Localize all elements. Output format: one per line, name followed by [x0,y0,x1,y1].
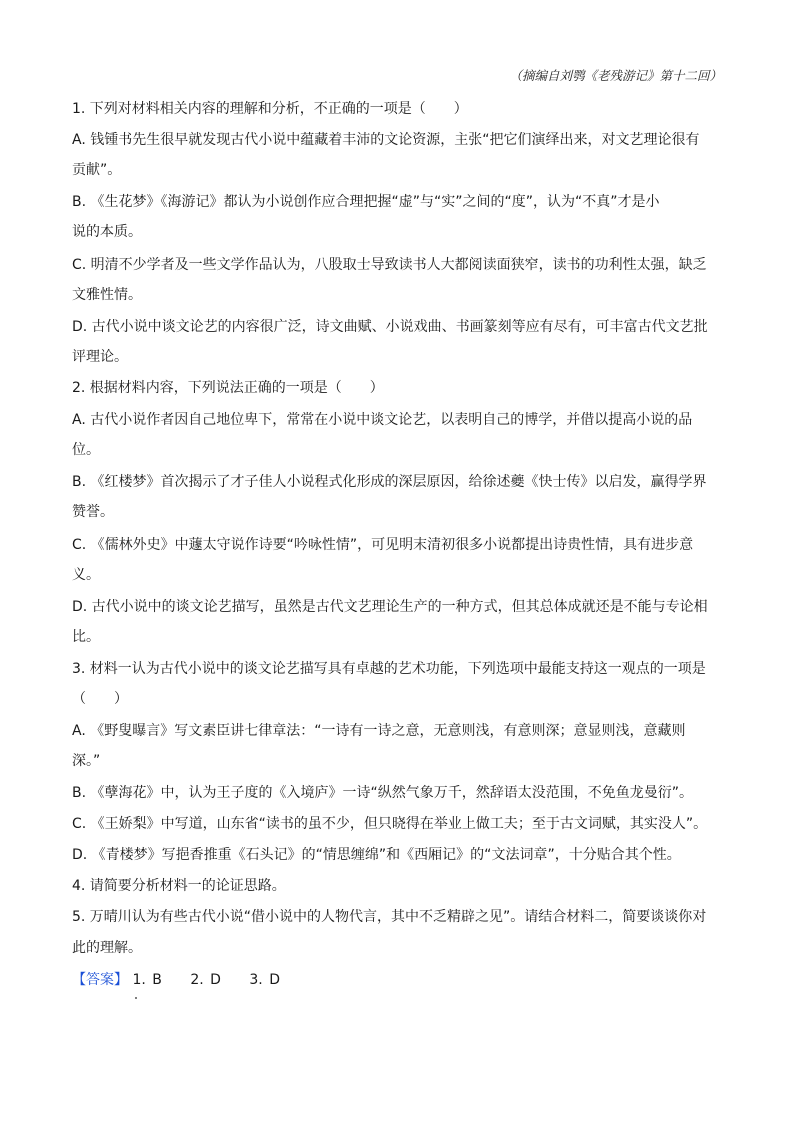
q1-option-c-line2: 文雅性情。 [72,287,142,303]
q2-option-d-line1: D. 古代小说中的谈文论艺描写，虽然是古代文艺理论生产的一种方式，但其总体成就还是不能与专论相 [72,599,708,615]
source-note: （摘编自刘鹗《老残游记》第十二回） [509,68,722,83]
q1-option-d-line2: 评理论。 [72,349,128,365]
q2-option-d-line2: 比。 [72,629,100,645]
q2-option-c-line1: C. 《儒林外史》中蘧太守说作诗要“吟咏性情”，可见明末清初很多小说都提出诗贵性情，具有进步意 [72,537,694,553]
answer-item [190,970,221,990]
q3-option-d: D. 《青楼梦》写挹香推重《石头记》的“情思缠绵”和《西厢记》的“文法词章”，十分贴合其个性。 [72,847,681,863]
q2-option-a-line2: 位。 [72,442,100,458]
answer-value: B [152,972,162,988]
q2-option-b-line1: B. 《红楼梦》首次揭示了才子佳人小说程式化形成的深层原因，给徐述夔《快士传》以启发，赢得学界 [72,474,707,490]
stray-dot-mark [135,997,137,999]
q1-option-b-line2: 说的本质。 [72,224,142,240]
answer-item [249,970,280,990]
answer-number: 2. [190,972,204,988]
question-5-line2: 此的理解。 [72,940,142,956]
q3-option-b: B. 《孽海花》中，认为王子度的《入境庐》一诗“纵然气象万千，然辞语太没范围，不免鱼龙曼衍”。 [72,785,694,801]
answer-value: D [269,972,280,988]
q1-option-b-line1: B. 《生花梦》《海游记》都认为小说创作应合理把握“虚”与“实”之间的“度”，认为“不真”才是小 [72,194,660,210]
q1-option-d-line1: D. 古代小说中谈文论艺的内容很广泛，诗文曲赋、小说戏曲、书画篆刻等应有尽有，可丰富古代文艺批 [72,319,708,335]
answer-value: D [210,972,221,988]
answer-item [132,970,161,990]
question-3-stem-line2: （ ） [72,691,128,707]
question-3-stem-line1: 3. 材料一认为古代小说中的谈文论艺描写具有卓越的艺术功能，下列选项中最能支持这一观点的一项是 [72,661,706,677]
q3-option-c: C. 《王娇梨》中写道，山东省“读书的虽不少，但只晓得在举业上做工夫；至于古文词赋，其实没人”。 [72,816,708,832]
answer-number: 1. [132,972,146,988]
answer-key [72,970,304,990]
q2-option-a-line1: A. 古代小说作者因自己地位卑下，常常在小说中谈文论艺，以表明自己的博学，并借以提高小说的品 [72,412,693,428]
question-2-stem: 2. 根据材料内容，下列说法正确的一项是（ ） [72,380,384,396]
answer-tag: 【答案】 [72,972,128,988]
q1-option-a-line1: A. 钱锺书先生很早就发现古代小说中蕴藏着丰沛的文论资源，主张“把它们演绎出来，对文艺理论很有 [72,132,700,148]
q3-option-a-line2: 深。” [72,753,101,769]
answer-number: 3. [249,972,263,988]
question-1-stem: 1. 下列对材料相关内容的理解和分析，不正确的一项是（ ） [72,101,468,117]
q1-option-c-line1: C. 明清不少学者及一些文学作品认为，八股取士导致读书人大都阅读面狭窄，读书的功利性太强，缺乏 [72,257,707,273]
question-4: 4. 请简要分析材料一的论证思路。 [72,878,286,894]
question-5-line1: 5. 万晴川认为有些古代小说“借小说中的人物代言，其中不乏精辟之见”。请结合材料二，简要谈谈你对 [72,909,707,925]
q3-option-a-line1: A. 《野叟曝言》写文素臣讲七律章法：“一诗有一诗之意，无意则浅，有意则深；意显则浅，意藏则 [72,723,686,739]
q2-option-c-line2: 义。 [72,567,100,583]
q2-option-b-line2: 赞誉。 [72,504,114,520]
q1-option-a-line2: 贡献”。 [72,162,122,178]
